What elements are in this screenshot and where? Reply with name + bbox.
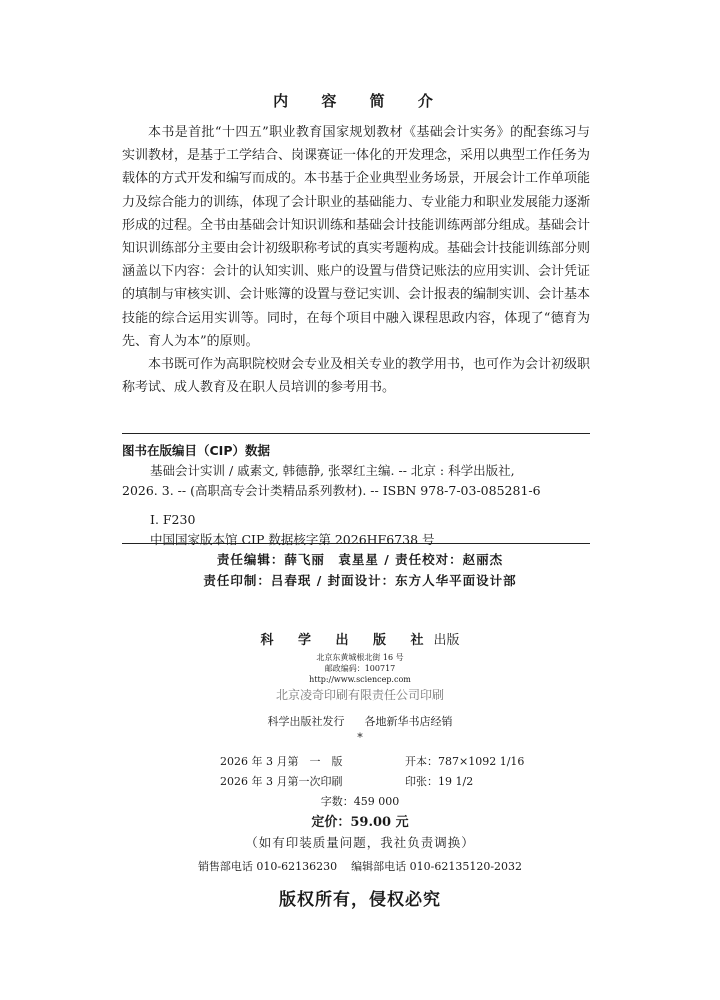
cip-heading: 图书在版编目（CIP）数据 [122, 443, 270, 458]
publisher-name [0, 630, 720, 652]
separator-star: * [357, 731, 363, 744]
editors-credits [0, 549, 720, 591]
word-count: 字数：459 000 [320, 795, 400, 808]
phone-numbers [0, 858, 720, 874]
page-title: 内 容 简 介 [273, 92, 447, 110]
sales-phone: 销售部电话 010-62136230 [197, 860, 338, 873]
book-introduction [122, 121, 590, 399]
intro-paragraph-2: 本书既可作为高职院校财会专业及相关专业的教学用书，也可作为会计初级职称考试、成人教育及在职人员培训的参考用书。 [122, 357, 591, 396]
cip-line-1: 基础会计实训 / 戚素文, 韩德静, 张翠红主编. -- 北京 : 科学出版社, [150, 463, 515, 478]
distribution-line [0, 713, 720, 731]
issuer: 科学出版社发行 [267, 715, 345, 728]
quality-notice: （如有印装质量问题，我社负责调换） [245, 835, 475, 850]
specs-row-2 [0, 772, 720, 792]
publisher-brand: 科 学 出 版 社 [260, 633, 434, 648]
editors-line-2: 责任印制：吕春珉 / 封面设计：东方人华平面设计部 [203, 573, 517, 588]
editors-line-1: 责任编辑：薛飞丽 袁星星 / 责任校对：赵丽杰 [216, 552, 504, 567]
cip-line-2: 2026. 3. -- (高职高专会计类精品系列教材). -- ISBN 978-7-03-085281-6 [122, 483, 541, 498]
printer-name: 北京凌奇印刷有限责任公司印刷 [275, 688, 444, 702]
rights-statement: 版权所有，侵权必究 [279, 890, 441, 910]
printing-info: 2026 年 3 月第一次印刷 [220, 775, 343, 788]
publisher-imprint [0, 630, 720, 745]
editorial-phone: 编辑部电话 010-62135120-2032 [351, 860, 523, 873]
cip-data-block [122, 441, 590, 550]
cip-classification: Ⅰ. F230 [150, 512, 196, 527]
sheets-info: 印张：19 1/2 [405, 775, 474, 788]
publisher-postcode: 邮政编码：100717 [324, 664, 396, 673]
edition-specs [0, 752, 720, 812]
publisher-website: http://www.sciencep.com [309, 675, 411, 684]
intro-paragraph-1: 本书是首批“十四五”职业教育国家规划教材《基础会计实务》的配套练习与实训教材，是基于工学结合、岗课赛证一体化的开发理念，采用以典型工作任务为载体的方式开发和编写而成的。本书基于企业典型业务场景，开展会计工作单项能力及综合能力的训练，体现了会计职业的基础能力、专业能力和职业发展能力逐渐形成的过程。全书由基础会计知识训练和基础会计技能训练两部分组成。基础会计知识训练部分主要由会计初级职称考试的真实考题构成。基础会计技能训练部分则涵盖以下内容：会计的认知实训、账户的设置与借贷记账法的应用实训、会计凭证的填制与审核实训、会计账簿的设置与登记实训、会计报表的编制实训、会计基本技能的综合运用实训等。同时，在每个项目中融入课程思政内容，体现了“德育为先、育人为本”的原则。 [122, 125, 591, 349]
cip-record-number: 中国国家版本馆 CIP 数据核字第 2026HF6738 号 [150, 532, 435, 547]
format-info: 开本：787×1092 1/16 [405, 755, 525, 768]
specs-row-3 [0, 792, 720, 812]
specs-row-1 [0, 752, 720, 772]
publisher-suffix: 出版 [433, 633, 460, 648]
price: 定价：59.00 元 [311, 815, 409, 830]
distributor: 各地新华书店经销 [364, 715, 453, 728]
publisher-address: 北京东黄城根北街 16 号 [316, 653, 404, 662]
edition-info: 2026 年 3 月第 一 版 [220, 755, 343, 768]
cip-bottom-divider [122, 543, 590, 544]
cip-top-divider [122, 433, 590, 434]
